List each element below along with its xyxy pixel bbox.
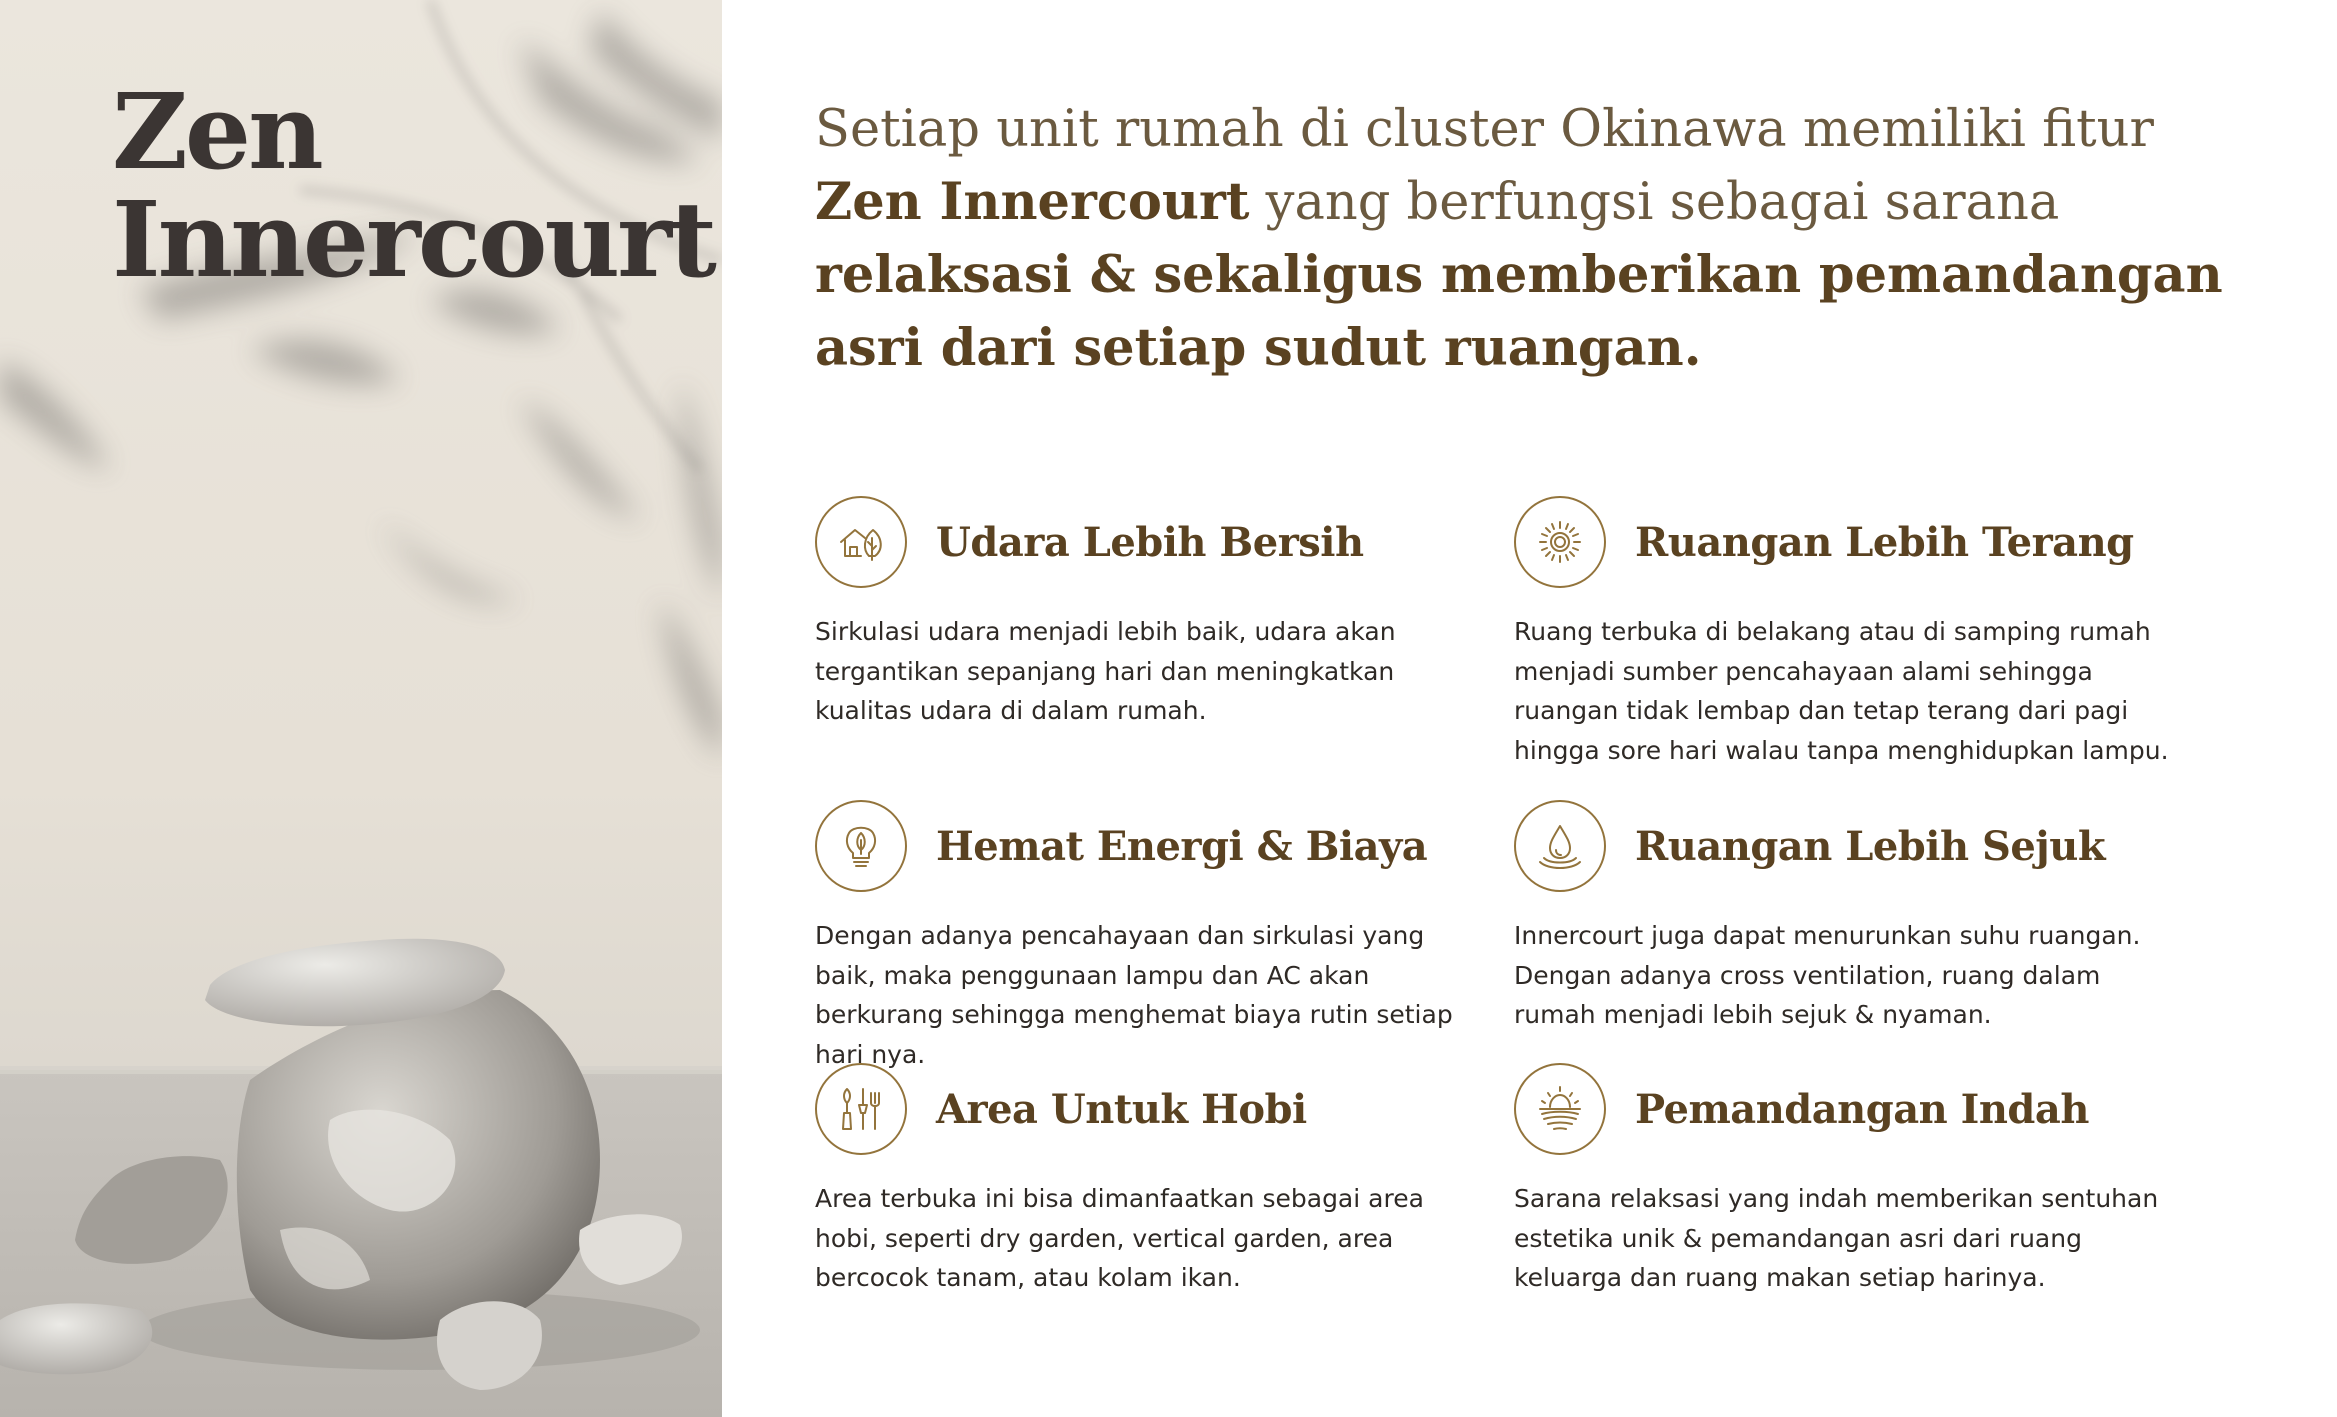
lightbulb-leaf-icon [815,800,907,892]
feature-ruangan-lebih-terang [1514,494,2174,770]
feature-udara-lebih-bersih [815,494,1475,731]
hero-image-panel [0,0,722,1417]
sun-icon [1514,496,1606,588]
hero-title [112,70,714,301]
feature-description: Sirkulasi udara menjadi lebih baik, udara akan tergantikan sepanjang hari dan meningkatkan kualitas udara di dalam rumah. [815,617,1396,725]
garden-tools-icon [815,1063,907,1155]
hero-title-line2: Innercourt [112,178,714,301]
intro-text-2: yang berfungsi sebagai sarana [1249,173,2060,232]
feature-description: Ruang terbuka di belakang atau di samping rumah menjadi sumber pencahayaan alami sehingga ruangan tidak lembap dan tetap terang dari pagi hingga sore hari walau tanpa menghidupkan lampu. [1514,617,2169,765]
intro-text-1: Setiap unit rumah di cluster Okinawa memiliki fitur [815,100,2154,159]
intro-highlight-2: relaksasi & sekaligus memberikan pemandangan asri dari setiap sudut ruangan. [815,245,2223,378]
feature-title: Pemandangan Indah [1635,1085,2089,1133]
feature-title: Ruangan Lebih Terang [1635,518,2134,566]
feature-title: Area Untuk Hobi [936,1085,1307,1133]
feature-description: Area terbuka ini bisa dimanfaatkan sebagai area hobi, seperti dry garden, vertical garden, area bercocok tanam, atau kolam ikan. [815,1184,1424,1292]
feature-title: Ruangan Lebih Sejuk [1635,822,2106,870]
feature-pemandangan-indah [1514,1061,2174,1298]
feature-title: Udara Lebih Bersih [936,518,1364,566]
feature-description: Innercourt juga dapat menurunkan suhu ruangan. Dengan adanya cross ventilation, ruang dalam rumah menjadi lebih sejuk & nyaman. [1514,921,2141,1029]
feature-ruangan-lebih-sejuk [1514,798,2174,1035]
feature-hemat-energi [815,798,1475,1074]
intro-paragraph [815,94,2235,385]
feature-title: Hemat Energi & Biaya [936,822,1428,870]
water-drop-icon [1514,800,1606,892]
house-leaf-icon [815,496,907,588]
feature-description: Sarana relaksasi yang indah memberikan sentuhan estetika unik & pemandangan asri dari ruang keluarga dan ruang makan setiap harinya. [1514,1184,2159,1292]
intro-highlight-1: Zen Innercourt [815,172,1250,232]
sunrise-landscape-icon [1514,1063,1606,1155]
hero-title-line1: Zen [112,70,321,193]
feature-area-untuk-hobi [815,1061,1475,1298]
feature-description: Dengan adanya pencahayaan dan sirkulasi yang baik, maka penggunaan lampu dan AC akan berkurang sehingga menghemat biaya rutin setiap hari nya. [815,921,1453,1069]
